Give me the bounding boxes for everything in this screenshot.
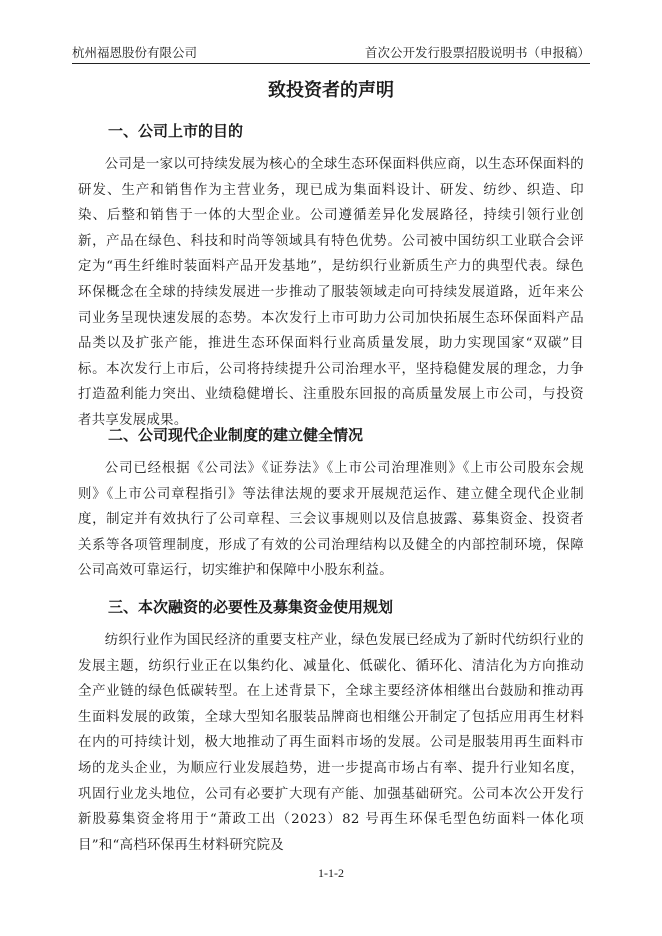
header-document-title: 首次公开发行股票招股说明书（申报稿） [364, 45, 590, 60]
page-header [72, 44, 590, 62]
section-paragraph-1: 公司是一家以可持续发展为核心的全球生态环保面料供应商，以生态环保面料的研发、生产和销售作为主营业务，现已成为集面料设计、研发、纺纱、织造、印染、后整和销售于一体的大型企业。公司遵循差异化发展路径，持续引领行业创新，产品在绿色、科技和时尚等领域具有特色优势。公司被中国纺织工业联合会评定为“再生纤维时装面料产品开发基地”，是纺织行业新质生产力的典型代表。绿色环保概念在全球的持续发展进一步推动了服装领域走向可持续发展道路，近年来公司业务呈现快速发展的态势。本次发行上市可助力公司加快拓展生态环保面料产品品类以及扩张产能，推进生态环保面料行业高质量发展，助力实现国家“双碳”目标。本次发行上市后，公司将持续提升公司治理水平，坚持稳健发展的理念，力争打造盈利能力突出、业绩稳健增长、注重股东回报的高质量发展上市公司，与投资者共享发展成果。 [78, 157, 584, 428]
page-number: 1-1-2 [318, 866, 344, 880]
page-title: 致投资者的声明 [268, 80, 394, 101]
section-heading-3: 三、本次融资的必要性及募集资金使用规划 [108, 598, 394, 616]
section-heading-2: 二、公司现代企业制度的建立健全情况 [108, 426, 364, 444]
header-divider [72, 63, 590, 64]
section-paragraph-3: 纺织行业作为国民经济的重要支柱产业，绿色发展已经成为了新时代纺织行业的发展主题，纺织行业正在以集约化、减量化、低碳化、循环化、清洁化为方向推动全产业链的绿色低碳转型。在上述背景下，全球主要经济体相继出台鼓励和推动再生面料发展的政策，全球大型知名服装品牌商也相继公开制定了包括应用再生材料在内的可持续计划，极大地推动了再生面料市场的发展。公司是服装用再生面料市场的龙头企业，为顺应行业发展趋势，进一步提高市场占有率、提升行业知名度，巩固行业龙头地位，公司有必要扩大现有产能、加强基础研究。公司本次公开发行新股募集资金将用于“萧政工出（2023）82 号再生环保毛型色纺面料一体化项目”和“高档环保再生材料研究院及 [78, 633, 584, 853]
header-company-name: 杭州福恩股份有限公司 [72, 45, 198, 60]
section-heading-1: 一、公司上市的目的 [108, 122, 244, 140]
section-paragraph-2: 公司已经根据《公司法》《证券法》《上市公司治理准则》《上市公司股东会规则》《上市公司章程指引》等法律法规的要求开展规范运作、建立健全现代企业制度，制定并有效执行了公司章程、三会议事规则以及信息披露、募集资金、投资者关系等各项管理制度，形成了有效的公司治理结构以及健全的内部控制环境，保障公司高效可靠运行，切实维护和保障中小股东利益。 [78, 461, 584, 579]
